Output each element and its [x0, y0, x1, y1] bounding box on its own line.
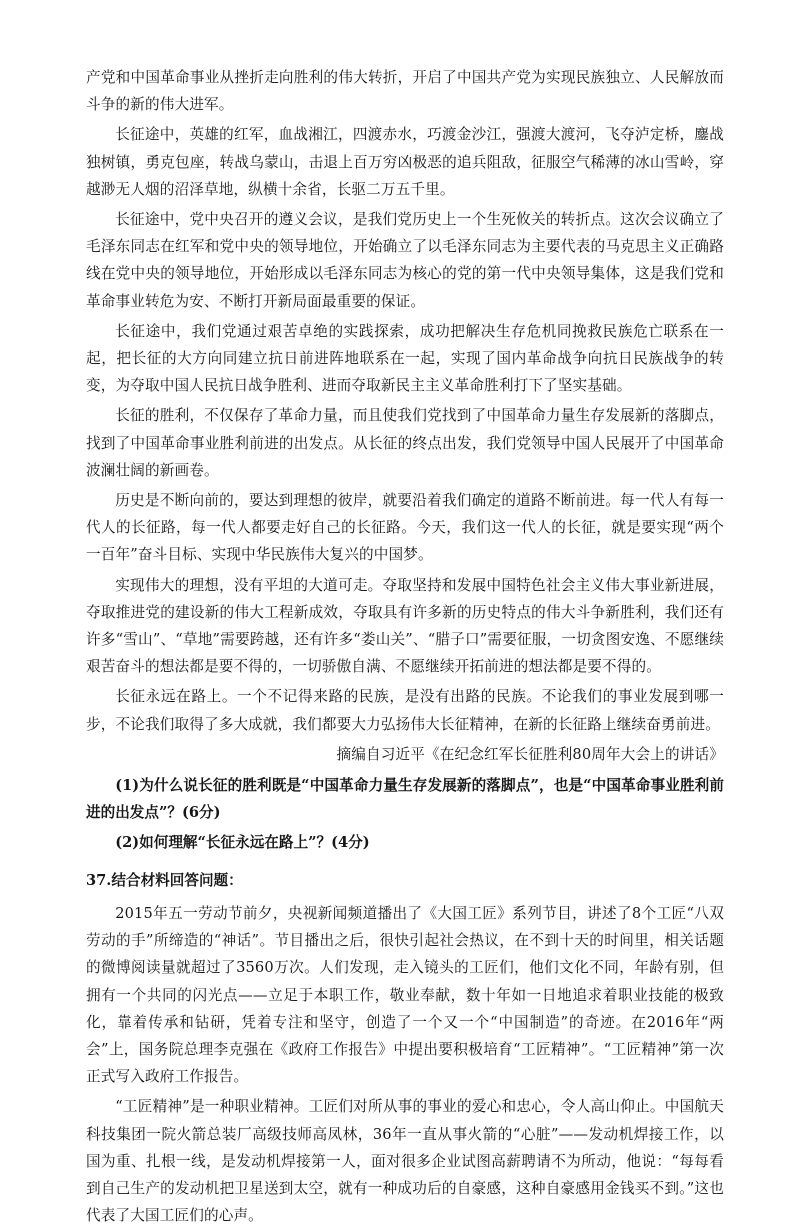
paragraph-1: 产党和中国革命事业从挫折走向胜利的伟大转折，开启了中国共产党为实现民族独立、人民解放而斗争的新的伟大进军。	[86, 69, 724, 114]
paragraph-4: 长征途中，我们党通过艰苦卓绝的实践探索，成功把解决生存危机同挽救民族危亡联系在一起，把长征的大方向同建立抗日前进阵地联系在一起，实现了国内革命战争向抗日民族战争的转变，为夺取中国人民抗日战争胜利、进而夺取新民主主义革命胜利打下了坚实基础。	[86, 322, 724, 395]
question-1: (1)为什么说长征的胜利既是“中国革命力量生存发展新的落脚点”，也是“中国革命事业胜利前进的出发点”？(6分)	[86, 777, 724, 822]
paragraph-8: 长征永远在路上。一个不记得来路的民族，是没有出路的民族。不论我们的事业发展到哪一步，不论我们取得了多大成就，我们都要大力弘扬伟大长征精神，在新的长征路上继续奋勇前进。	[86, 688, 724, 733]
paragraph-9: 2015年五一劳动节前夕，央视新闻频道播出了《大国工匠》系列节目，讲述了8个工匠“八双劳动的手”所缔造的“神话”。节目播出之后，很快引起社会热议，在不到十天的时间里，相关话题的微博阅读量就超过了3560万次。人们发现，走入镜头的工匠们，他们文化不同，年龄有别，但拥有一个共同的闪光点——立足于本职工作，敬业奉献，数十年如一日地追求着职业技能的极致化，靠着传承和钻研，凭着专注和坚守，创造了一个又一个“中国制造”的奇迹。在2016年“两会”上，国务院总理李克强在《政府工作报告》中提出要积极培育“工匠精神”。“工匠精神”第一次正式写入政府工作报告。	[86, 904, 724, 1086]
question-2: (2)如何理解“长征永远在路上”？(4分)	[115, 834, 370, 852]
paragraph-5: 长征的胜利，不仅保存了革命力量，而且使我们党找到了中国革命力量生存发展新的落脚点，找到了中国革命事业胜利前进的出发点。从长征的终点出发，我们党领导中国人民展开了中国革命波澜壮阔的新画卷。	[86, 407, 724, 479]
question-37-heading: 37.结合材料回答问题：	[86, 871, 243, 889]
paragraph-7: 实现伟大的理想，没有平坦的大道可走。夺取坚持和发展中国特色社会主义伟大事业新进展，夺取推进党的建设新的伟大工程新成效，夺取具有许多新的历史特点的伟大斗争新胜利，我们还有许多“雪山”、“草地”需要跨越，还有许多“娄山关”、“腊子口”需要征服，一切贪图安逸、不愿继续艰苦奋斗的想法都是要不得的，一切骄傲自满、不愿继续开拓前进的想法都是要不得的。	[86, 576, 724, 676]
paragraph-10: “工匠精神”是一种职业精神。工匠们对所从事的事业的爱心和忠心，令人高山仰止。中国航天科技集团一院火箭总装厂高级技师高凤林，36年一直从事火箭的“心脏”——发动机焊接工作，以国为重、扎根一线，是发动机焊接第一人，面对很多企业试图高薪聘请不为所动，他说：“每每看到自己生产的发动机把卫星送到太空，就有一种成功后的自豪感，这种自豪感用金钱买不到。”这也代表了大国工匠们的心声。	[86, 1098, 724, 1225]
source-citation: 摘编自习近平《在纪念红军长征胜利80周年大会上的讲话》	[336, 745, 724, 763]
paragraph-2: 长征途中，英雄的红军，血战湘江，四渡赤水，巧渡金沙江，强渡大渡河，飞夺泸定桥，鏖战独树镇，勇克包座，转战乌蒙山，击退上百万穷凶极恶的追兵阻敌，征服空气稀薄的冰山雪岭，穿越渺无人烟的沼泽草地，纵横十余省，长驱二万五千里。	[86, 126, 724, 198]
paragraph-3: 长征途中，党中央召开的遵义会议，是我们党历史上一个生死攸关的转折点。这次会议确立了毛泽东同志在红军和党中央的领导地位，开始确立了以毛泽东同志为主要代表的马克思主义正确路线在党中央的领导地位，开始形成以毛泽东同志为核心的党的第一代中央领导集体，这是我们党和革命事业转危为安、不断打开新局面最重要的保证。	[86, 211, 724, 310]
paragraph-6: 历史是不断向前的，要达到理想的彼岸，就要沿着我们确定的道路不断前进。每一代人有每一代人的长征路，每一代人都要走好自己的长征路。今天，我们这一代人的长征，就是要实现“两个一百年”奋斗目标、实现中华民族伟大复兴的中国梦。	[86, 492, 724, 564]
